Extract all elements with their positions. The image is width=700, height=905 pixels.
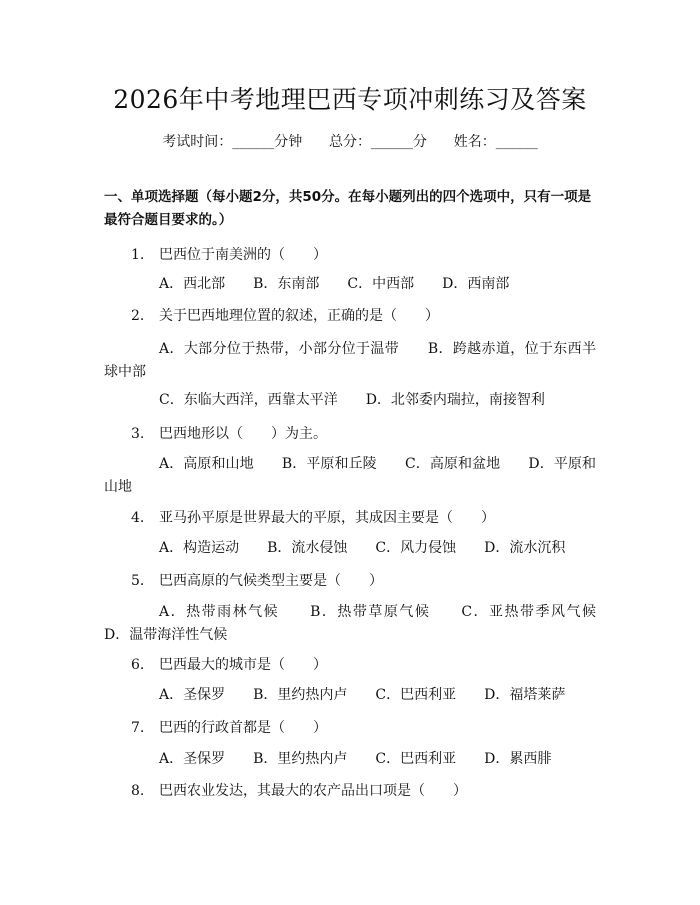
section-heading: 一、单项选择题（每小题2分，共50分。在每小题列出的四个选项中，只有一项是最符合题目要求的。） [104,189,592,228]
question-6-options: A．圣保罗 B．里约热内卢 C．巴西利亚 D．福塔莱萨 [159,687,566,703]
question-number: 3. [131,426,145,442]
question-stem: 巴西高原的气候类型主要是（ ） [159,573,383,589]
question-stem: 巴西位于南美洲的（ ） [159,247,327,263]
question-3 [131,424,327,444]
question-1-options: A．西北部 B．东南部 C．中西部 D．西南部 [159,276,510,292]
question-stem: 巴西最大的城市是（ ） [159,657,327,673]
question-7 [131,718,327,738]
page-title: 2026年中考地理巴西专项冲刺练习及答案 [113,85,587,114]
question-7-options: A．圣保罗 B．里约热内卢 C．巴西利亚 D．累西腓 [159,751,552,767]
question-4 [131,508,495,528]
question-number: 4. [131,510,145,526]
question-8 [131,781,467,801]
question-stem: 关于巴西地理位置的叙述，正确的是（ ） [159,308,439,324]
question-stem: 巴西的行政首都是（ ） [159,720,327,736]
question-number: 7. [131,720,145,736]
question-number: 5. [131,573,145,589]
question-stem: 亚马孙平原是世界最大的平原，其成因主要是（ ） [159,510,495,526]
question-3-options: A．高原和山地 B．平原和丘陵 C．高原和盆地 D．平原和山地 [104,456,596,495]
question-number: 8. [131,783,145,799]
question-number: 6. [131,657,145,673]
question-2-options-continued: C．东临大西洋，西靠太平洋 D．北邻委内瑞拉，南接智利 [159,392,545,408]
question-4-options: A．构造运动 B．流水侵蚀 C．风力侵蚀 D．流水沉积 [159,540,566,556]
question-1 [131,245,327,265]
question-number: 2. [131,308,145,324]
question-6 [131,655,327,675]
question-5 [131,571,383,591]
question-2-options: A．大部分位于热带，小部分位于温带 B．跨越赤道，位于东西半球中部 [104,341,596,380]
question-stem: 巴西农业发达，其最大的农产品出口项是（ ） [159,783,467,799]
question-stem: 巴西地形以（ ）为主。 [159,426,327,442]
question-number: 1. [131,247,145,263]
exam-meta: 考试时间：______分钟 总分：______分 姓名：______ [162,134,538,150]
question-2 [131,306,439,326]
question-5-options: A．热带雨林气候 B．热带草原气候 C．亚热带季风气候 D．温带海洋性气候 [104,604,624,643]
